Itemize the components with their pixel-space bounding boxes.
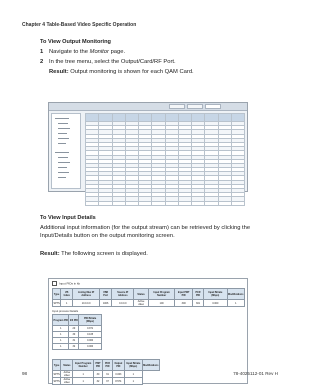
table-header: Program PID bbox=[53, 315, 69, 326]
table-cell: 1 bbox=[227, 300, 245, 307]
pids-checkbox-label: Input PIDs in kb bbox=[59, 281, 81, 286]
table-header: PCR PID bbox=[192, 289, 203, 300]
table-header: PMT PID bbox=[93, 360, 102, 371]
table-cell: 1 bbox=[53, 326, 69, 332]
table-cell: 301 bbox=[192, 300, 203, 307]
table-cell: 10.0.0.0 bbox=[73, 300, 100, 307]
pid-table bbox=[52, 314, 102, 350]
table-cell: 31 bbox=[69, 338, 79, 344]
step-2-number: 2 bbox=[40, 59, 44, 65]
monitor-page-link: Monitor bbox=[89, 49, 109, 55]
table-cell: 0.0.0.0 bbox=[112, 300, 134, 307]
table-header: VB Index bbox=[61, 289, 73, 300]
page-header: Chapter 4 Table-Based Video Specific Operation bbox=[22, 22, 137, 28]
section-title-view-output: To View Output Monitoring bbox=[40, 39, 111, 45]
table-header: Output PID bbox=[112, 360, 124, 371]
output-monitoring-screenshot bbox=[48, 102, 248, 192]
screenshot-tab bbox=[187, 104, 203, 109]
screenshot-output-table bbox=[85, 113, 245, 206]
screenshot-tab bbox=[169, 104, 185, 109]
table-row bbox=[53, 378, 160, 385]
output-pid-table bbox=[52, 359, 160, 385]
table-header: Source IP Address bbox=[112, 289, 134, 300]
table-cell: 31 bbox=[103, 371, 112, 378]
result-text: The following screen is displayed. bbox=[59, 251, 148, 257]
table-cell: 30 bbox=[93, 371, 102, 378]
table-header: Input Program Number bbox=[148, 289, 175, 300]
step-1-number: 1 bbox=[40, 49, 44, 55]
table-cell: Active video bbox=[134, 300, 148, 307]
input-pids-label: Input process Details bbox=[52, 309, 79, 313]
screenshot-tab bbox=[205, 104, 221, 109]
pids-checkbox-row[interactable] bbox=[52, 281, 80, 286]
table-cell: Active video bbox=[61, 371, 73, 378]
table-cell: SPTS bbox=[53, 372, 60, 376]
table-cell: 0.000 bbox=[79, 344, 102, 350]
result-output bbox=[49, 69, 194, 75]
table-cell: 0.000 bbox=[204, 300, 227, 307]
step-2 bbox=[40, 59, 176, 65]
input-main-table bbox=[52, 288, 245, 307]
table-header: Type bbox=[53, 360, 61, 371]
step-1-pre: Navigate to the bbox=[49, 49, 90, 55]
table-header: Input Bitrate (Mbps) bbox=[125, 360, 143, 371]
table-cell: 0.003 bbox=[112, 371, 124, 378]
table-header: Listing Mux IP Address bbox=[73, 289, 100, 300]
pids-checkbox[interactable] bbox=[52, 281, 57, 286]
result-label: Result: bbox=[40, 251, 60, 257]
table-header: Modifications bbox=[227, 289, 245, 300]
table-header: Status bbox=[61, 360, 73, 371]
step-2-text: In the tree menu, select the Output/Card/RF Port. bbox=[49, 59, 176, 65]
table-header: Status bbox=[134, 289, 148, 300]
table-header: Input Bitrate (Mbps) bbox=[204, 289, 227, 300]
table-cell: 1 bbox=[53, 344, 69, 350]
table-cell: SPTS bbox=[53, 301, 60, 305]
table-cell: 1 bbox=[53, 338, 69, 344]
table-cell: 8.574 bbox=[112, 378, 124, 385]
step-1 bbox=[40, 49, 125, 55]
input-details-screenshot bbox=[48, 278, 248, 384]
table-header: Input Program Number bbox=[73, 360, 93, 371]
table-cell: 1006 bbox=[100, 300, 112, 307]
result-label: Result: bbox=[49, 69, 69, 75]
table-row bbox=[53, 344, 102, 350]
table-cell: 1 bbox=[125, 378, 143, 385]
table-cell: 32 bbox=[69, 344, 79, 350]
table-header: ES PID bbox=[69, 315, 79, 326]
table-header: PCR PID bbox=[103, 360, 112, 371]
table-cell: 1 bbox=[73, 371, 93, 378]
result-text: Output monitoring is shown for each QAM Card. bbox=[68, 69, 194, 75]
table-cell: Active video bbox=[61, 378, 73, 385]
table-cell: SPTS bbox=[53, 379, 60, 383]
table-header: VBR Port bbox=[100, 289, 112, 300]
screenshot-top-bar bbox=[49, 103, 247, 111]
table-cell: 1 bbox=[53, 332, 69, 338]
result-input bbox=[40, 251, 270, 259]
table-cell: 0.000 bbox=[79, 338, 102, 344]
table-header: Modifications bbox=[142, 360, 159, 371]
table-cell: 300 bbox=[175, 300, 192, 307]
table-header: Input PMT PID bbox=[175, 289, 192, 300]
input-details-paragraph: Additional input information (for the output stream) can be retrieved by clicking the Input/Details button on the output monitoring screen. bbox=[40, 225, 251, 239]
step-1-post: page. bbox=[108, 49, 126, 55]
table-cell: 37 bbox=[103, 378, 112, 385]
table-cell: 1 bbox=[73, 378, 93, 385]
table-cell: 0.971 bbox=[79, 326, 102, 332]
table-cell: 30 bbox=[69, 332, 79, 338]
screenshot-tree-menu bbox=[51, 113, 81, 189]
document-number: 78-4025112-01 Rev H bbox=[233, 371, 278, 376]
table-cell: 100 bbox=[148, 300, 175, 307]
table-header: PID Bitrate (Mbps) bbox=[79, 315, 102, 326]
section-title-view-input: To View Input Details bbox=[40, 215, 96, 221]
page-number: 98 bbox=[22, 371, 28, 376]
table-cell: 1 bbox=[61, 300, 73, 307]
table-row bbox=[53, 371, 160, 378]
table-cell: 0.105 bbox=[79, 332, 102, 338]
table-header: Type bbox=[53, 289, 61, 300]
table-cell: 20 bbox=[69, 326, 79, 332]
table-cell: 1 bbox=[125, 371, 143, 378]
table-cell: 32 bbox=[93, 378, 102, 385]
